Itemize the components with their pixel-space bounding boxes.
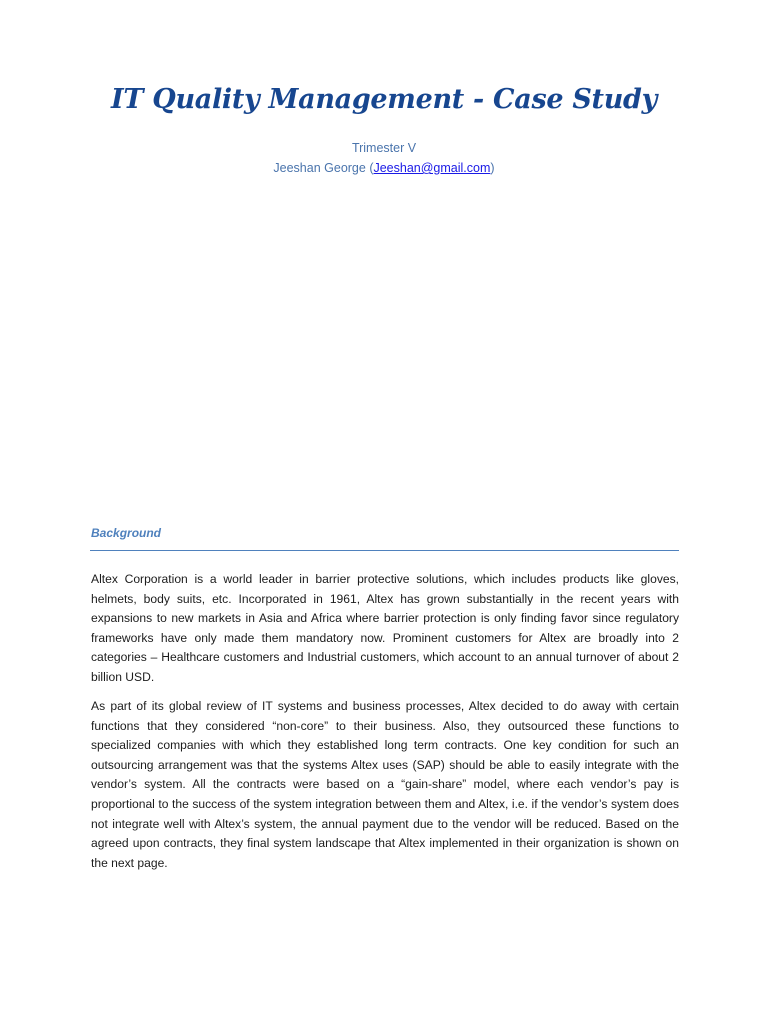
author-line	[0, 158, 768, 178]
author-name: Jeeshan George	[273, 161, 366, 175]
body-paragraph-2: As part of its global review of IT systems and business processes, Altex decided to do away with certain functions that they considered “non-core” to their business. Also, they outsourced these functions to specialized companies with which they established long term contracts. One key condition for such an outsourcing arrangement was that the systems Altex uses (SAP) should be able to easily integrate with the vendor’s system. All the contracts were based on a “gain-share” model, where each vendor’s pay is proportional to the success of the system integration between them and Altex, i.e. if the vendor’s system does not integrate well with Altex’s system, the annual payment due to the vendor will be reduced. Based on the agreed upon contracts, they final system landscape that Altex implemented in their organization is shown on the next page.	[91, 699, 679, 870]
trimester-label: Trimester V	[351, 141, 417, 155]
author-close-paren: )	[490, 161, 495, 175]
document-title: IT Quality Management - Case Study	[111, 84, 657, 115]
section-heading-background: Background	[91, 526, 162, 540]
document-subtitle	[0, 138, 768, 178]
author-open-paren: (	[365, 161, 374, 175]
author-email-link[interactable]: Jeeshan@gmail.com	[373, 161, 491, 175]
section-divider	[90, 550, 679, 551]
body-paragraph-1: Altex Corporation is a world leader in barrier protective solutions, which includes products like gloves, helmets, body suits, etc. Incorporated in 1961, Altex has grown substantially in the recent years with expansions to new markets in Asia and Africa where barrier protection is only finding favor since regulatory frameworks have only made them mandatory now. Prominent customers for Altex are broadly into 2 categories – Healthcare customers and Industrial customers, which account to an annual turnover of about 2 billion USD.	[91, 572, 679, 684]
